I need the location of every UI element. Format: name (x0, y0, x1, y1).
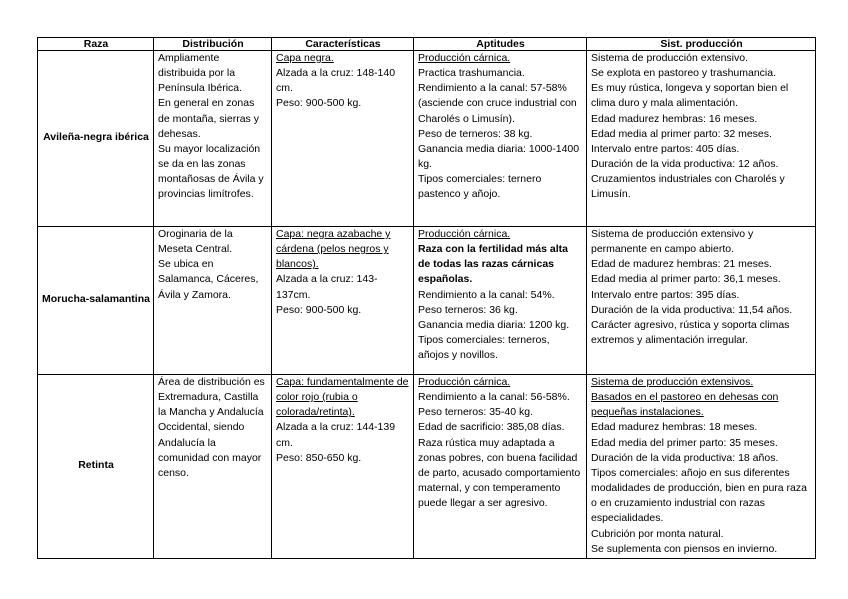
produccion-line: Edad madurez hembras: 16 meses. (591, 112, 758, 125)
produccion-line: Duración de la vida productiva: 11,54 años. (591, 303, 793, 316)
produccion-line: Cruzamientos industriales con Charolés y Limusín. (591, 173, 785, 201)
produccion-line: Edad media al primer parto: 32 meses. (591, 127, 772, 140)
distribucion-line: Su mayor localización se da en las zonas montañosas de Ávila y provincias limítrofes. (158, 142, 264, 201)
produccion-line: Edad de madurez hembras: 21 meses. (591, 258, 772, 271)
breed-name: Avileña-negra ibérica (38, 51, 154, 227)
breed-name: Retinta (38, 375, 154, 559)
cell-aptitudes (414, 375, 587, 559)
cell-produccion (587, 227, 816, 375)
cell-caracteristicas (272, 227, 414, 375)
produccion-line: Se explota en pastoreo y trashumancia. (591, 67, 777, 80)
caracteristicas-line: Capa: negra azabache y cárdena (pelos negros y blancos). (276, 228, 391, 271)
aptitudes-line: Producción cárnica. (418, 52, 511, 64)
caracteristicas-line: Alzada a la cruz: 143-137cm. (276, 273, 378, 301)
aptitudes-line: Peso de terneros: 38 kg. (418, 127, 533, 140)
cell-distribucion (154, 227, 272, 375)
header-aptitudes: Aptitudes (414, 38, 587, 51)
distribucion-line: En general en zonas de montaña, sierras y dehesas. (158, 97, 259, 140)
breed-name: Morucha-salamantina (38, 227, 154, 375)
distribucion-line: Se ubica en Salamanca, Cáceres, Ávila y Zamora. (158, 258, 259, 301)
cell-aptitudes (414, 51, 587, 227)
produccion-line: Sistema de producción extensivo. (591, 52, 749, 64)
aptitudes-line: Rendimiento a la canal: 54%. (418, 288, 555, 301)
cell-aptitudes (414, 227, 587, 375)
aptitudes-line: Rendimiento a la canal: 57-58% (asciende con cruce industrial con Charolés o Limusín). (418, 82, 577, 125)
aptitudes-line: Ganancia media diaria: 1200 kg. (418, 318, 570, 331)
distribucion-line: Área de distribución es Extremadura, Castilla la Mancha y Andalucía Occidental, siendo Andalucía la comunidad con mayor censo. (158, 376, 265, 479)
cell-produccion (587, 51, 816, 227)
aptitudes-line: Tipos comerciales: ternero pastenco y añojo. (418, 173, 542, 201)
caracteristicas-line: Alzada a la cruz: 148-140 cm. (276, 67, 396, 95)
aptitudes-line: Raza rústica muy adaptada a zonas pobres, con buena facilidad de parto, acusado comportamiento maternal, y con temperamento puede llegar a ser agresivo. (418, 436, 581, 510)
header-distribucion: Distribución (154, 38, 272, 51)
aptitudes-line: Tipos comerciales: terneros, añojos y novillos. (418, 334, 550, 362)
table-body (38, 51, 816, 559)
distribucion-line: Ampliamente distribuida por la Península Ibérica. (158, 52, 243, 95)
produccion-line: Carácter agresivo, rústica y soporta climas extremos y alimentación irregular. (591, 318, 790, 347)
caracteristicas-line: Alzada a la cruz: 144-139 cm. (276, 421, 396, 449)
produccion-line: Edad media al primer parto: 36,1 meses. (591, 273, 781, 286)
produccion-line: Tipos comerciales: añojo en sus diferentes modalidades de producción, bien en pura raza o en cruzamiento industrial con razas especialidades. (591, 466, 807, 525)
aptitudes-line: Ganancia media diaria: 1000-1400 kg. (418, 142, 580, 171)
aptitudes-line: Raza con la fertilidad más alta de todas las razas cárnicas españolas. (418, 243, 568, 286)
produccion-line: Intervalo entre partos: 395 días. (591, 288, 740, 301)
produccion-line: Duración de la vida productiva: 12 años. (591, 158, 779, 171)
produccion-line: Intervalo entre partos: 405 días. (591, 142, 740, 155)
aptitudes-line: Peso terneros: 36 kg. (418, 303, 518, 316)
caracteristicas-line: Peso: 900-500 kg. (276, 97, 362, 110)
table-row (38, 375, 816, 559)
distribucion-line: Oroginaria de la Meseta Central. (158, 228, 233, 256)
header-produccion: Sist. producción (587, 38, 816, 51)
produccion-line: Es muy rústica, longeva y soportan bien el clima duro y mala alimentación. (591, 82, 789, 110)
header-caracteristicas: Características (272, 38, 414, 51)
table-row (38, 227, 816, 375)
cell-produccion (587, 375, 816, 559)
caracteristicas-line: Capa: fundamentalmente de color rojo (rubia o colorada/retinta). (276, 376, 409, 419)
cell-distribucion (154, 51, 272, 227)
produccion-line: Sistema de producción extensivos. (591, 376, 754, 388)
header-raza: Raza (38, 38, 154, 51)
breeds-table (37, 37, 816, 559)
caracteristicas-line: Peso: 900-500 kg. (276, 303, 362, 316)
cell-distribucion (154, 375, 272, 559)
produccion-line: Edad media del primer parto: 35 meses. (591, 436, 778, 449)
aptitudes-line: Rendimiento a la canal: 56-58%. (418, 391, 570, 404)
cell-caracteristicas (272, 375, 414, 559)
table-row (38, 51, 816, 227)
aptitudes-line: Producción cárnica. (418, 376, 511, 388)
header-row (38, 38, 816, 51)
produccion-line: Sistema de producción extensivo y permanente en campo abierto. (591, 228, 754, 256)
caracteristicas-line: Peso: 850-650 kg. (276, 451, 362, 464)
cell-caracteristicas (272, 51, 414, 227)
aptitudes-line: Edad de sacrificio: 385,08 días. (418, 421, 565, 434)
produccion-line: Duración de la vida productiva: 18 años. (591, 451, 779, 464)
caracteristicas-line: Capa negra. (276, 52, 334, 64)
produccion-line: Cubrición por monta natural. (591, 527, 724, 540)
produccion-line: Se suplementa con piensos en invierno. (591, 542, 778, 555)
aptitudes-line: Producción cárnica. (418, 228, 511, 240)
aptitudes-line: Practica trashumancia. (418, 67, 525, 80)
produccion-line: Edad madurez hembras: 18 meses. (591, 421, 758, 434)
produccion-line: Basados en el pastoreo en dehesas con pequeñas instalaciones. (591, 391, 779, 419)
aptitudes-line: Peso terneros: 35-40 kg. (418, 406, 533, 419)
